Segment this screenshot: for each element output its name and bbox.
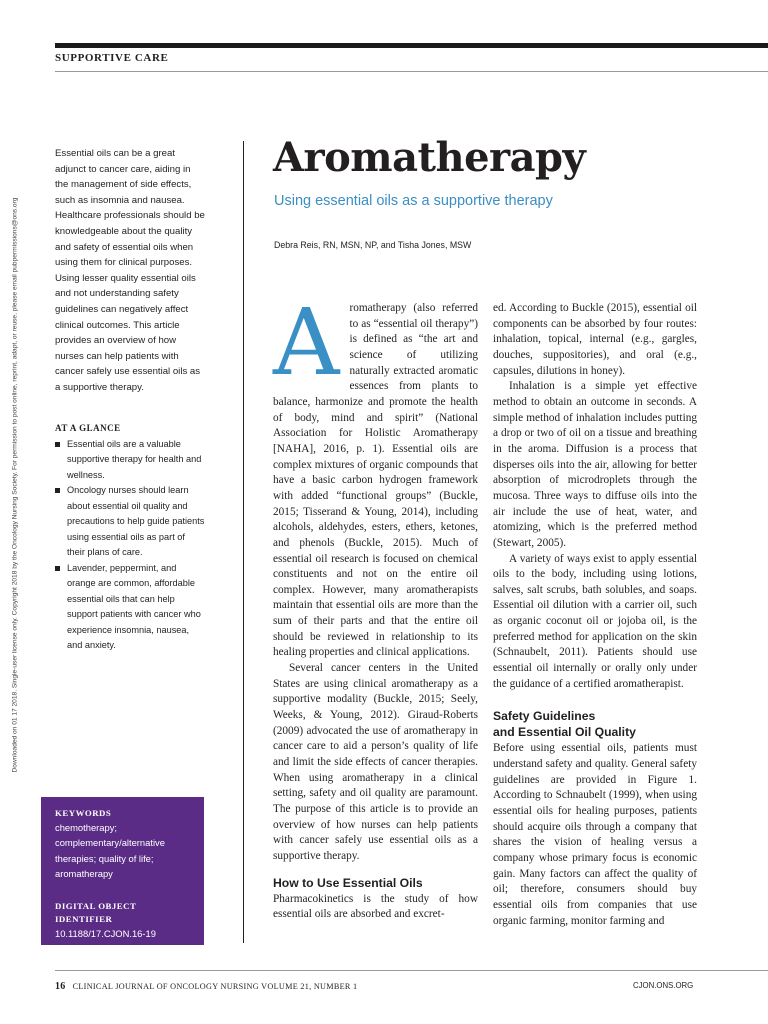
- keywords-heading: KEYWORDS: [55, 808, 112, 818]
- doi-text: 10.1188/17.CJON.16-19: [55, 927, 156, 939]
- at-a-glance-heading: AT A GLANCE: [55, 422, 121, 433]
- body-paragraph: A variety of ways exist to apply essential oils to the body, including using lotions, salves, salt scrubs, bath solubles, and soaps. Essential oil dilution with a carrier oil, such as organic coconut oil or jojoba oil, is the preferred method for application on the skin (Schnaubelt, 2011). Patients should use essential oil internally or orally only under the guidance of a certified aromatherapist.: [493, 552, 697, 690]
- glance-item: Essential oils are a valuable supportive therapy for health and wellness.: [55, 437, 205, 484]
- body-paragraph: ed. According to Buckle (2015), essential oil components can be absorbed by four routes: inhalation, topical, internal (e.g., gargles, douches, suppositories), and oral (e.g., capsules, dilutions in honey).: [493, 302, 697, 377]
- section-heading: [493, 708, 697, 740]
- left-sidebar: [55, 146, 205, 654]
- section-heading-line-1: Safety Guidelines: [493, 709, 596, 724]
- body-paragraph: romatherapy (also referred to as “essential oil therapy”) is defined as “the art and science of utilizing naturally extracted aromatic essences from plants to balance, harmonize and promote the health of body, mind and spirit” (National Association for Holistic Aromatherapy [NAHA], 2016, p. 1). Essential oils are complex mixtures of organic compounds that have a basic carbon hydrogen framework with added “functional groups” (Buckle, 2015; Tisserand & Young, 2014), including alcohols, aldehydes, esters, ethers, ketones, and phenols (Buckle, 2015). Much of essential oil research is focused on chemical constituents and not on the entire oil complex. However, many aromatherapists maintain that essential oils are more than the sum of their parts and that the entire oil should be reviewed in relationship to its healing properties and clinical applications.: [273, 302, 478, 659]
- article-authors: Debra Reis, RN, MSN, NP, and Tisha Jones, MSW: [274, 240, 472, 250]
- body-paragraph: Several cancer centers in the United States are using clinical aromatherapy as a supportive modality (Buckle, 2015; Seely, Weeks, & Young, 2012). Giraud-Roberts (2009) advocated the use of aromatherapy in cancer care to aid a person’s quality of life and limit the side effects of cancer therapies. When using aromatherapy in a clinical setting, safety and oil quality are paramount. The purpose of this article is to provide an overview of how nurses can help patients with cancer safely use essential oils as a supportive therapy.: [273, 662, 478, 862]
- header-bottom-rule: [55, 71, 768, 72]
- footer-journal: [55, 981, 357, 992]
- body-column-1: [273, 289, 478, 923]
- article-subtitle: Using essential oils as a supportive therapy: [274, 193, 553, 209]
- doi-heading: DIGITAL OBJECT IDENTIFIER: [55, 900, 137, 924]
- article-title: Aromatherapy: [273, 134, 586, 181]
- header-top-rule: [55, 43, 768, 48]
- at-a-glance-list: [55, 437, 205, 654]
- body-paragraph: Pharmacokinetics is the study of how essential oils are absorbed and excret-: [273, 892, 478, 921]
- permission-note-text: Downloaded on 01 17 2018. Single-user license only. Copyright 2018 by the Oncology Nursing Society. For permission to post online, reprint, adapt, or reuse, please email pubpermissions@ons.org: [11, 197, 19, 773]
- section-label: SUPPORTIVE CARE: [55, 52, 169, 64]
- intro-summary: Essential oils can be a great adjunct to cancer care, aiding in the management of side effects, such as insomnia and nausea. Healthcare professionals should be knowledgeable about the quality and safety of essential oils when using them for clinical purposes. Using lesser quality essential oils and not understanding safety guidelines can negatively affect clinical outcomes. This article provides an overview of how nurses can help patients with cancer safely use essential oils as a supportive therapy.: [55, 148, 205, 393]
- drop-cap: A: [273, 289, 340, 396]
- footer-site-link[interactable]: CJON.ONS.ORG: [633, 981, 694, 990]
- body-paragraph: Before using essential oils, patients must understand safety and quality. General safety guidelines are provided in Figure 1. According to Schnaubelt (1999), when using essential oils for healing purposes, patients should acquire oils through a company that shares the vision of healing versus a company whose primary focus is economic gain. Many factors can affect the quality of oil; therefore, consumers should buy essential oils from companies that use organic farming, monitor farming and: [493, 742, 697, 927]
- column-divider: [243, 141, 244, 943]
- keywords-text: chemotherapy; complementary/alternative therapies; quality of life; aromatherapy: [55, 822, 165, 880]
- footer-rule: [55, 970, 768, 971]
- journal-name: CLINICAL JOURNAL OF ONCOLOGY NURSING VOLUME 21, NUMBER 1: [72, 982, 358, 991]
- body-paragraph: Inhalation is a simple yet effective method to obtain an outcome in seconds. A simple method of inhalation includes putting a drop or two of oil on a tissue and breathing in the aroma. Diffusion is a process that disperses oils into the air, allowing for better absorption of microdroplets through the mucosa. Three ways to diffuse oils into the air include the use of heat, water, and atomizing, which is the preferred method (Stewart, 2005).: [493, 380, 697, 549]
- section-heading-line-2: and Essential Oil Quality: [493, 725, 636, 740]
- vertical-permission-note: [5, 140, 25, 830]
- section-heading: How to Use Essential Oils: [273, 875, 423, 890]
- keywords-box: [41, 797, 204, 945]
- glance-item: Lavender, peppermint, and orange are common, affordable essential oils that can help support patients with cancer who experience insomnia, nausea, and anxiety.: [55, 561, 205, 654]
- glance-item: Oncology nurses should learn about essential oil quality and precautions to help guide patients using essential oils as part of their plans of care.: [55, 483, 205, 561]
- page-number: 16: [55, 981, 66, 992]
- body-column-2: [493, 301, 697, 929]
